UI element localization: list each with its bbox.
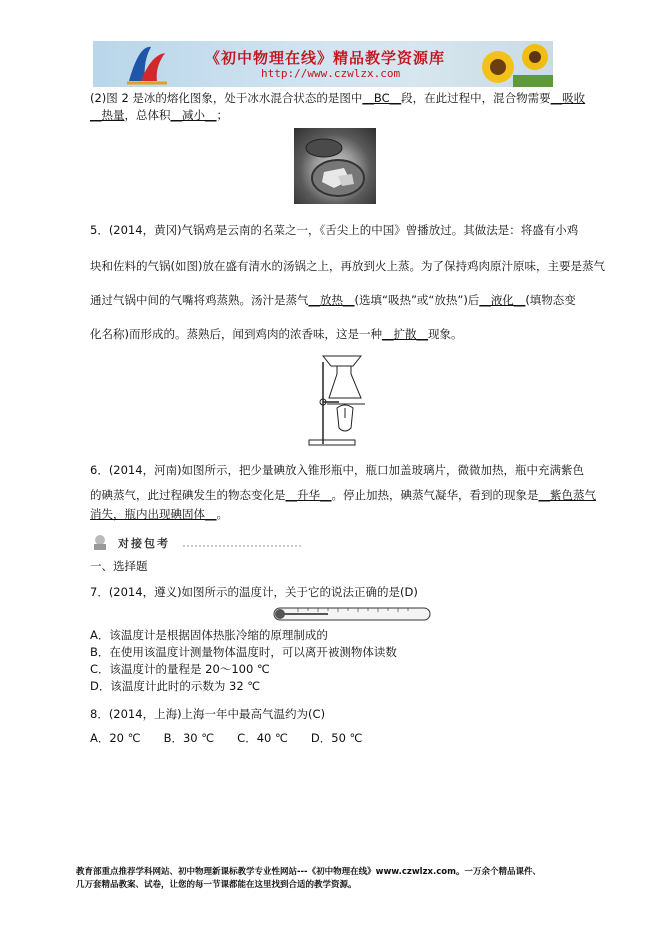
site-banner (93, 41, 553, 87)
q8-stem: 8．(2014，上海)上海一年中最高气温约为(C) (90, 707, 326, 721)
steam-pot-photo (294, 128, 376, 204)
q4-part2-line2 (90, 107, 228, 123)
q5-line2: 块和佐料的气锅(如图)放在盛有清水的汤锅之上，再放到火上蒸。为了保持鸡肉原汁原味，主要是蒸气 (90, 259, 605, 273)
q6-text-2a: 的碘蒸气，此过程碘发生的物态变化是 (90, 488, 286, 502)
q4-text-1: (2)图 2 是冰的熔化图象，处于冰水混合状态的是图中 (90, 91, 363, 105)
answer-blank: __ (205, 507, 217, 521)
section-divider (183, 543, 303, 549)
iodine-heating-apparatus (303, 352, 375, 448)
q6-line1: 6．(2014，河南)如图所示，把少量碘放入锥形瓶中，瓶口加盖玻璃片，微微加热，瓶中充满紫色 (90, 463, 585, 477)
answer-release-heat: __放热__ (308, 293, 355, 307)
answer-decrease: __减小__ (170, 108, 217, 122)
q6-text-3b: 。 (216, 507, 228, 521)
answer-vapor-disappears: 消失，瓶内出现碘固体 (90, 507, 205, 521)
sunflower-icon (473, 41, 553, 87)
answer-diffusion: __扩散__ (381, 327, 428, 341)
site-logo-icon (121, 41, 171, 87)
q5-text-3b: (选填“吸热”或“放热”)后 (354, 293, 480, 307)
answer-absorb: __吸收 (550, 91, 586, 105)
q5-text-4b: 现象。 (427, 327, 463, 341)
answer-heat: __热量 (90, 108, 125, 122)
q6-text-2b: 。停止加热，碘蒸气凝华，看到的现象是 (331, 488, 539, 502)
section-header-icon (88, 533, 116, 551)
thermometer-figure (268, 604, 436, 626)
banner-url[interactable]: http://www.czwlzx.com (261, 67, 401, 80)
section-header (88, 533, 183, 551)
section-part-title: 一、选择题 (90, 559, 148, 573)
q6-line3 (90, 506, 228, 522)
footer-line1: 教育部重点推荐学科网站、初中物理新课标教学专业性网站---《初中物理在线》www.czwlzx.com。一万余个精品课件、 (76, 867, 541, 877)
q7-stem: 7．(2014，遵义)如图所示的温度计，关于它的说法正确的是(D) (90, 585, 418, 599)
q4-text-2: 段，在此过程中，混合物需要 (401, 91, 551, 105)
answer-purple-vapor: __紫色蒸气 (538, 488, 596, 502)
q4-text-4: ； (216, 108, 228, 122)
q7-option-a: A．该温度计是根据固体热胀冷缩的原理制成的 (90, 628, 328, 642)
q8-options: A．20 ℃ B．30 ℃ C．40 ℃ D．50 ℃ (90, 731, 363, 745)
steam-pot-image (294, 128, 376, 204)
answer-bc: __BC__ (362, 91, 402, 105)
q6-line2 (90, 487, 596, 503)
q7-option-d: D．该温度计此时的示数为 32 ℃ (90, 679, 261, 693)
q5-line3 (90, 292, 576, 308)
q7-option-c: C．该温度计的量程是 20～100 ℃ (90, 662, 270, 676)
q4-part2-line1 (90, 90, 585, 106)
q5-text-4a: 化名称)而形成的。蒸熟后，闻到鸡肉的浓香味，这是一种 (90, 327, 382, 341)
q7-option-b: B．在使用该温度计测量物体温度时，可以离开被测物体读数 (90, 645, 397, 659)
q5-line4 (90, 326, 462, 342)
q4-text-3: ，总体积 (124, 108, 171, 122)
banner-title: 《初中物理在线》精品教学资源库 (205, 49, 446, 67)
answer-sublimation: __升华__ (285, 488, 332, 502)
answer-liquefaction: __液化__ (479, 293, 526, 307)
footer-line2: 几万套精品教案、试卷，让您的每一节课都能在这里找到合适的教学资源。 (76, 880, 357, 890)
section-header-title: 对接包考 (118, 537, 170, 550)
q5-line1: 5．(2014，黄冈)气锅鸡是云南的名菜之一，《舌尖上的中国》曾播放过。其做法是：将盛有小鸡 (90, 223, 579, 237)
q5-text-3c: (填物态变 (525, 293, 576, 307)
q5-text-3a: 通过气锅中间的气嘴将鸡蒸熟。汤汁是蒸气 (90, 293, 309, 307)
